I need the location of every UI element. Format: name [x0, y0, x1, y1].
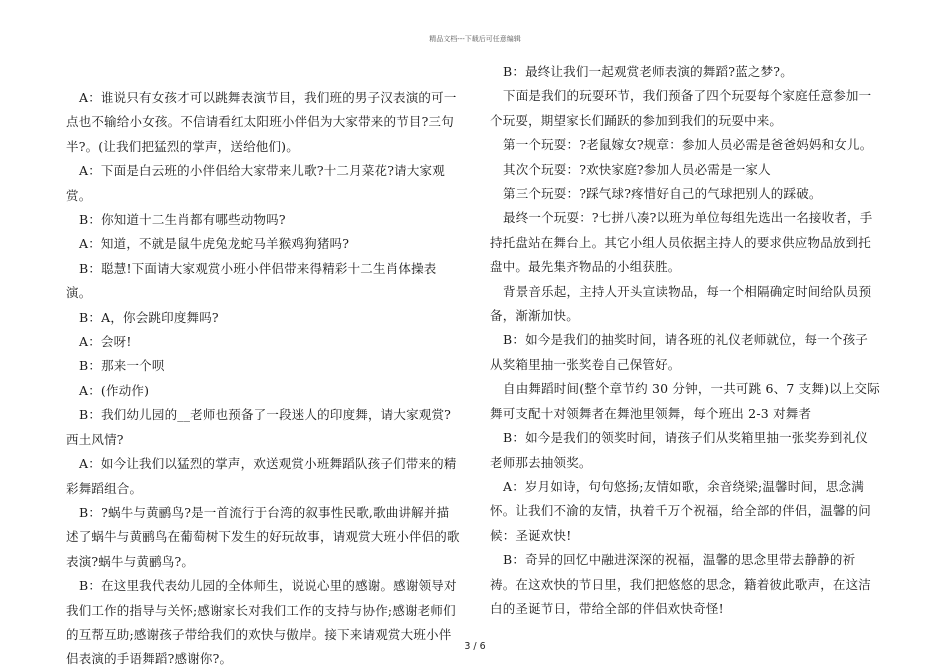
paragraph: 最终一个玩耍：?七拼八凑?以班为单位每组先选出一名接收者，手持托盘站在舞台上。其它小组人员依据主持人的要求供应物品放到托盘中。最先集齐物品的小组获胜。 [490, 210, 873, 275]
paragraph: 自由舞蹈时间(整个章节约 30 分钟，一共可跳 6、7 支舞)以上交际舞可支配十对领舞者在舞池里领舞，每个班出 2-3 对舞者 [490, 381, 880, 421]
paragraph: B：?蜗牛与黄鹂鸟?是一首流行于台湾的叙事性民歌,歌曲讲解并描述了蜗牛与黄鹂鸟在葡萄树下发生的好玩故事，请观赏大班小伴侣的歌表演?蜗牛与黄鹂鸟?。 [66, 504, 460, 569]
paragraph: A：谁说只有女孩才可以跳舞表演节目，我们班的男子汉表演的可一点也不输给小女孩。不信请看红太阳班小伴侣为大家带来的节目?三句半?。(让我们把猛烈的掌声，送给他们)。 [66, 90, 457, 154]
paragraph: B：我们幼儿园的__老师也预备了一段迷人的印度舞，请大家观赏?西土风情? [66, 407, 452, 447]
paragraph: B：奇异的回忆中融进深深的祝福，温馨的思念里带去静静的祈祷。在这欢快的节日里，我们把悠悠的思念，籍着彼此歌声，在这洁白的圣诞节日，带给全部的伴侣欢快奇怪! [490, 552, 872, 616]
paragraph: B：最终让我们一起观赏老师表演的舞蹈?蓝之梦?。 [503, 64, 793, 79]
left-column [66, 86, 460, 672]
paragraph: A：如今让我们以猛烈的掌声，欢送观赏小班舞蹈队孩子们带来的精彩舞蹈组合。 [66, 456, 457, 496]
paragraph: B：如今是我们的抽奖时间，请各班的礼仪老师就位，每一个孩子从奖箱里抽一张奖卷自己保管好。 [490, 332, 868, 372]
paragraph: A：知道，不就是鼠牛虎兔龙蛇马羊猴鸡狗猪吗? [79, 236, 350, 252]
paragraph: A：会呀! [79, 334, 132, 350]
page-number: 3 / 6 [464, 641, 486, 652]
paragraph: B：那来一个呗 [79, 358, 165, 374]
paragraph: B：你知道十二生肖都有哪些动物吗? [79, 212, 286, 228]
paragraph: 其次个玩耍：?欢快家庭?参加人员必需是一家人 [503, 161, 771, 177]
paragraph: B：A，你会跳印度舞吗? [79, 309, 219, 325]
paragraph: 第一个玩耍：?老鼠嫁女?规章：参加人员必需是爸爸妈妈和女儿。 [503, 137, 873, 153]
paragraph: 背景音乐起，主持人开头宣读物品，每一个相隔确定时间给队员预备，渐渐加快。 [490, 283, 872, 324]
paragraph: B：如今是我们的领奖时间，请孩子们从奖箱里抽一张奖券到礼仪老师那去抽领奖。 [490, 430, 868, 470]
right-column [490, 60, 880, 621]
paragraph: B：在这里我代表幼儿园的全体师生，说说心里的感谢。感谢领导对我们工作的指导与关怀;感谢家长对我们工作的支持与协作;感谢老师们的互帮互助;感谢孩子带给我们的欢快与傲岸。接下来请观赏大班小伴侣表演的手语舞蹈?感谢你?。 [66, 578, 457, 667]
paragraph: A：(作动作) [79, 382, 150, 398]
paragraph: A：下面是白云班的小伴侣给大家带来儿歌?十二月菜花?请大家观赏。 [66, 163, 445, 203]
paragraph: A：岁月如诗，句句悠扬;友情如歌，余音绕梁;温馨时间，思念满怀。让我们不渝的友情，执着千万个祝福，给全部的伴侣，温馨的问候：圣诞欢快! [490, 478, 872, 543]
paragraph: 第三个玩耍：?踩气球?疼惜好自己的气球把别人的踩破。 [503, 186, 822, 202]
paragraph: B：聪慧!下面请大家观赏小班小伴侣带来得精彩十二生肖体操表演。 [66, 260, 437, 301]
page-header: 精品文档---下载后可任意编辑 [429, 35, 521, 43]
paragraph: 下面是我们的玩耍环节，我们预备了四个玩耍每个家庭任意参加一个玩耍，期望家长们踊跃的参加到我们的玩耍中来。 [490, 88, 872, 128]
